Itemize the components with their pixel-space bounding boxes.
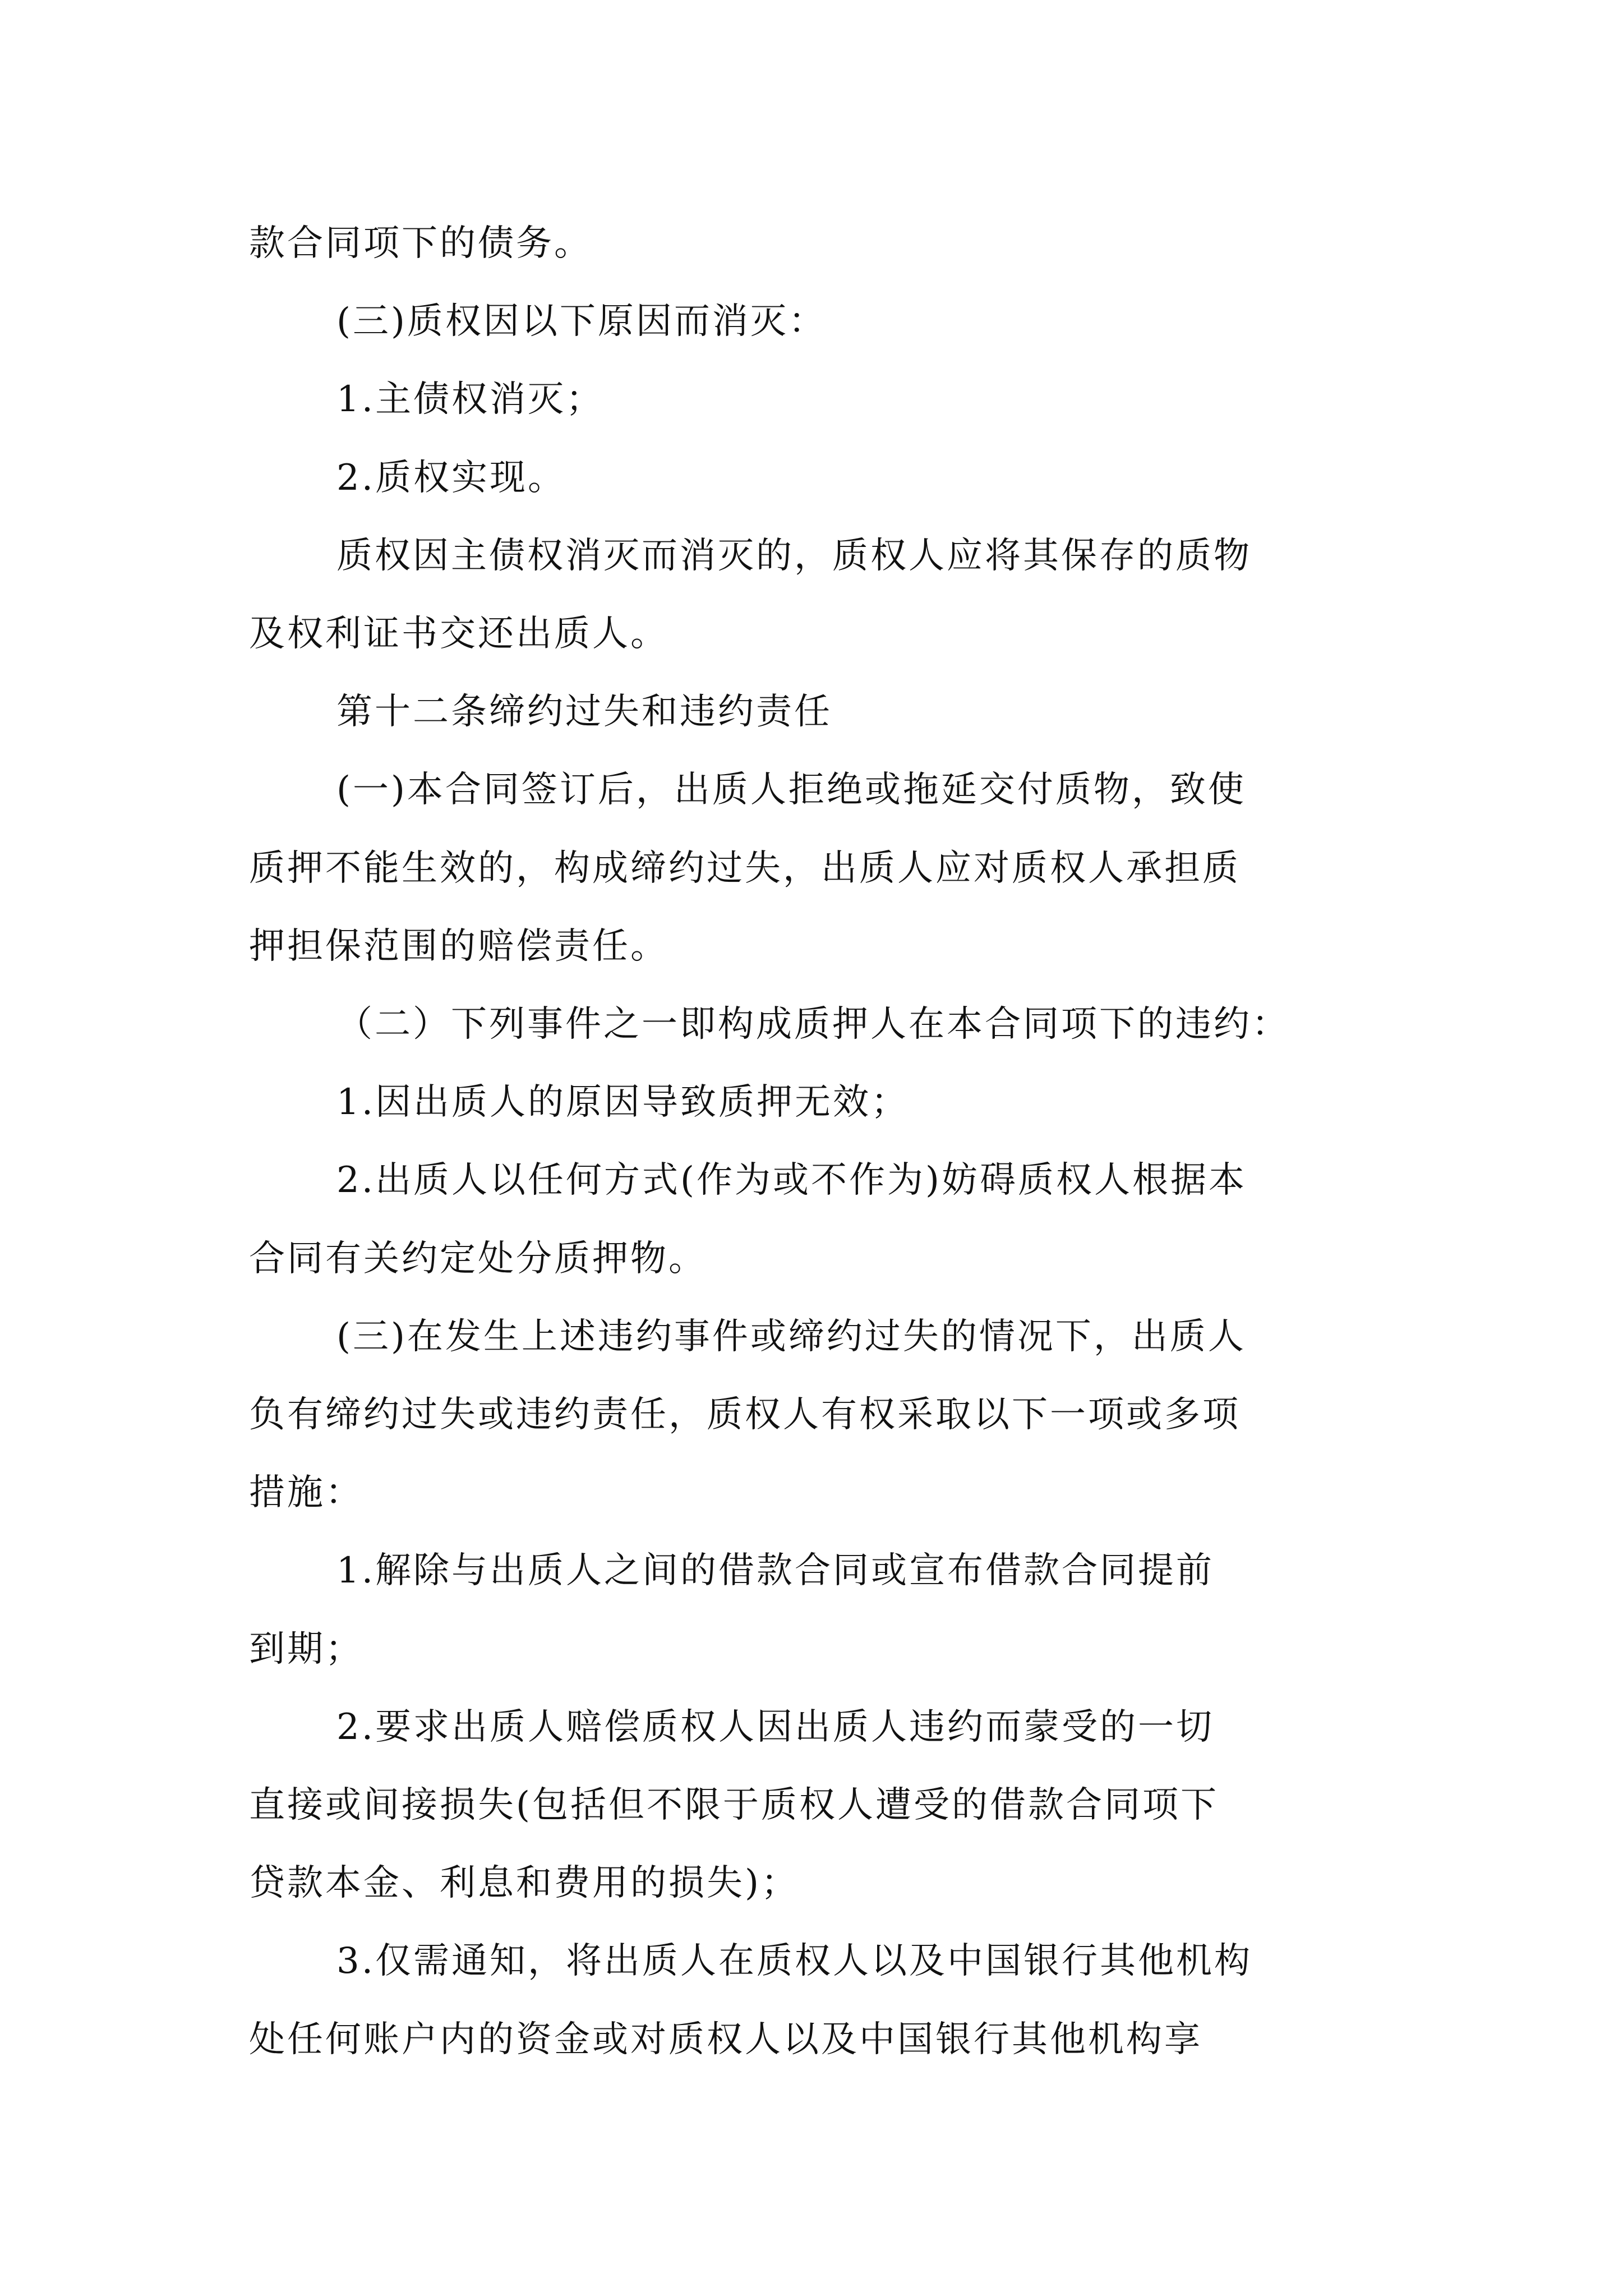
text-line-11: （二）下列事件之一即构成质押人在本合同项下的违约： — [336, 1004, 1290, 1045]
text-line-2: (三)质权因以下原因而消灭： — [336, 301, 827, 342]
text-line-19: 到期； — [249, 1628, 363, 1670]
text-line-9: 质押不能生效的，构成缔约过失，出质人应对质权人承担质 — [249, 848, 1241, 889]
text-line-20: 2.要求出质人赔偿质权人因出质人违约而蒙受的一切 — [336, 1706, 1215, 1748]
text-line-14: 合同有关约定处分质押物。 — [249, 1238, 707, 1280]
text-line-24: 处任何账户内的资金或对质权人以及中国银行其他机构享 — [249, 2019, 1202, 2060]
text-line-15: (三)在发生上述违约事件或缔约过失的情况下，出质人 — [336, 1316, 1246, 1358]
text-line-8: (一)本合同签订后，出质人拒绝或拖延交付质物，致使 — [336, 769, 1246, 811]
text-line-18: 1.解除与出质人之间的借款合同或宣布借款合同提前 — [336, 1550, 1215, 1591]
text-line-10: 押担保范围的赔偿责任。 — [249, 926, 668, 967]
text-line-1: 款合同项下的债务。 — [249, 223, 592, 264]
text-line-3: 1.主债权消灭； — [336, 379, 605, 420]
text-line-23: 3.仅需通知，将出质人在质权人以及中国银行其他机构 — [336, 1940, 1253, 1982]
text-line-21: 直接或间接损失(包括但不限于质权人遭受的借款合同项下 — [249, 1784, 1219, 1826]
text-line-17: 措施： — [249, 1472, 363, 1513]
text-line-5: 质权因主债权消灭而消灭的，质权人应将其保存的质物 — [336, 535, 1252, 577]
text-line-6: 及权利证书交还出质人。 — [249, 613, 668, 655]
text-line-7: 第十二条缔约过失和违约责任 — [336, 691, 832, 733]
text-line-4: 2.质权实现。 — [336, 457, 566, 499]
text-line-13: 2.出质人以任何方式(作为或不作为)妨碍质权人根据本 — [336, 1159, 1247, 1201]
text-line-22: 贷款本金、利息和费用的损失)； — [249, 1862, 799, 1904]
text-line-12: 1.因出质人的原因导致质押无效； — [336, 1082, 910, 1123]
text-line-16: 负有缔约过失或违约责任，质权人有权采取以下一项或多项 — [249, 1394, 1241, 1435]
